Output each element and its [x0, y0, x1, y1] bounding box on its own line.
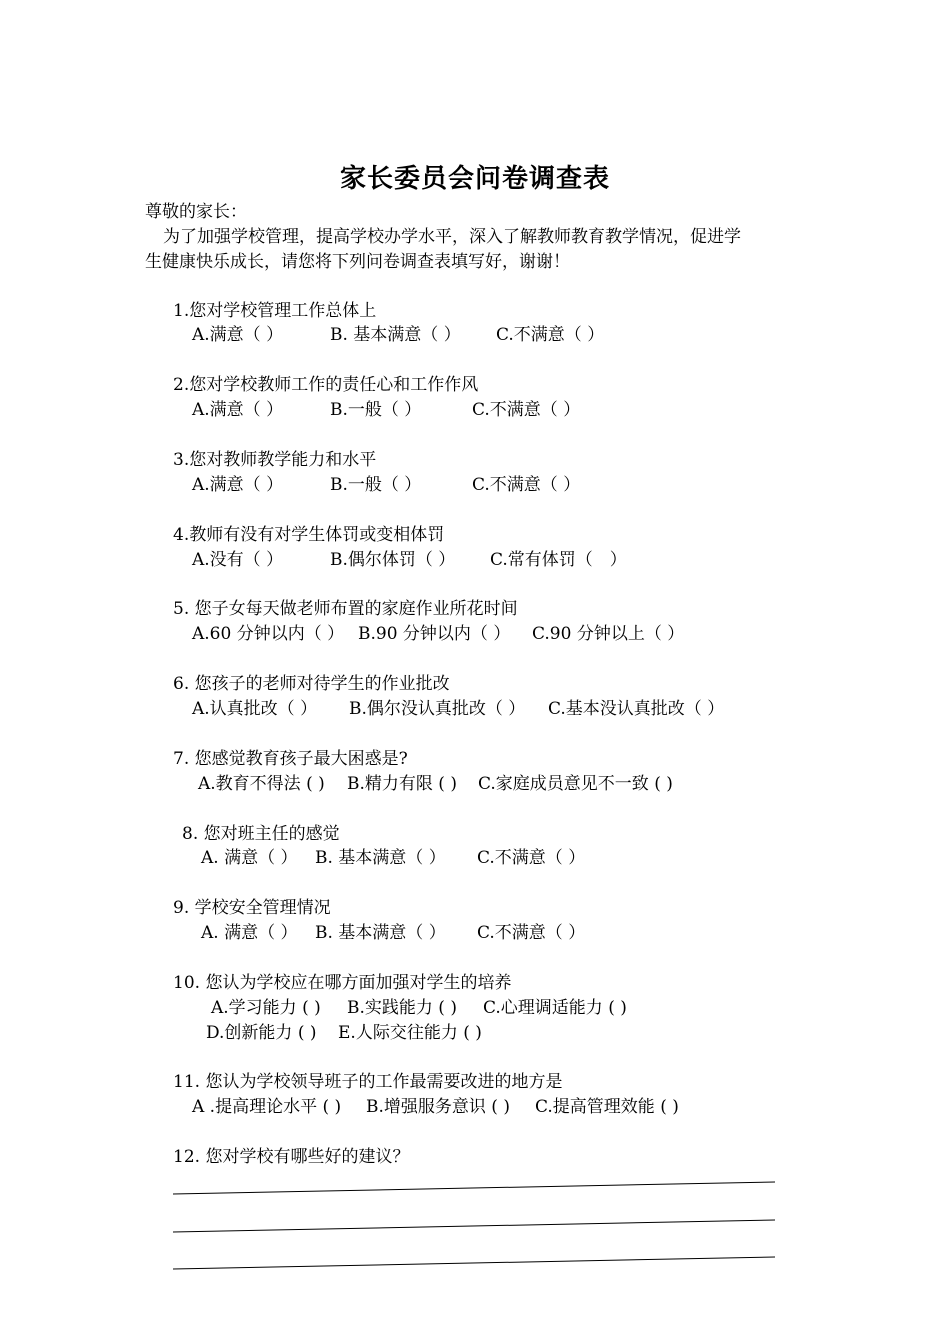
question-3: 3.您对教师教学能力和水平	[173, 450, 377, 470]
q2-option-c[interactable]: C.不满意（ ）	[472, 400, 581, 420]
q7-option-b[interactable]: B.精力有限 ( )	[347, 774, 457, 794]
question-5: 5. 您子女每天做老师布置的家庭作业所花时间	[173, 599, 518, 619]
q8-option-c[interactable]: C.不满意（ ）	[477, 848, 586, 868]
question-8: 8. 您对班主任的感觉	[182, 824, 340, 844]
q3-option-a[interactable]: A.满意（ ）	[192, 475, 284, 495]
question-11: 11. 您认为学校领导班子的工作最需要改进的地方是	[173, 1072, 563, 1092]
q7-option-c[interactable]: C.家庭成员意见不一致 ( )	[478, 774, 673, 794]
question-12: 12. 您对学校有哪些好的建议？	[173, 1147, 410, 1167]
q3-option-b[interactable]: B.一般（ ）	[330, 475, 422, 495]
q10-option-d[interactable]: D.创新能力 ( )	[206, 1023, 317, 1043]
q11-option-a[interactable]: A .提高理论水平 ( )	[192, 1097, 342, 1117]
question-2: 2.您对学校教师工作的责任心和工作作风	[173, 375, 479, 395]
question-1: 1.您对学校管理工作总体上	[173, 301, 377, 321]
q8-option-a[interactable]: A. 满意（ ）	[201, 848, 298, 868]
question-10: 10. 您认为学校应在哪方面加强对学生的培养	[173, 973, 512, 993]
q6-option-b[interactable]: B.偶尔没认真批改（ ）	[349, 699, 526, 719]
question-4: 4.教师有没有对学生体罚或变相体罚	[173, 525, 445, 545]
q8-option-b[interactable]: B. 基本满意（ ）	[315, 848, 446, 868]
q2-option-b[interactable]: B.一般（ ）	[330, 400, 422, 420]
q1-option-c[interactable]: C.不满意（ ）	[496, 325, 605, 345]
q10-option-a[interactable]: A.学习能力 ( )	[211, 998, 321, 1018]
q7-option-a[interactable]: A.教育不得法 ( )	[198, 774, 325, 794]
q11-option-c[interactable]: C.提高管理效能 ( )	[535, 1097, 679, 1117]
q1-option-b[interactable]: B. 基本满意（ ）	[330, 325, 461, 345]
q9-option-b[interactable]: B. 基本满意（ ）	[315, 923, 446, 943]
q3-option-c[interactable]: C.不满意（ ）	[472, 475, 581, 495]
q2-option-a[interactable]: A.满意（ ）	[192, 400, 284, 420]
q9-option-a[interactable]: A. 满意（ ）	[201, 923, 298, 943]
q1-option-a[interactable]: A.满意（ ）	[192, 325, 284, 345]
q10-option-c[interactable]: C.心理调适能力 ( )	[483, 998, 627, 1018]
q4-option-c[interactable]: C.常有体罚（ ）	[490, 550, 627, 570]
answer-line-3[interactable]	[173, 1257, 775, 1269]
q4-option-a[interactable]: A.没有（ ）	[192, 550, 284, 570]
q6-option-c[interactable]: C.基本没认真批改（ ）	[548, 699, 725, 719]
answer-line-1[interactable]	[173, 1182, 775, 1194]
q10-option-b[interactable]: B.实践能力 ( )	[347, 998, 457, 1018]
greeting: 尊敬的家长：	[145, 202, 247, 222]
page-title: 家长委员会问卷调查表	[339, 164, 610, 194]
q5-option-b[interactable]: B.90 分钟以内（ ）	[358, 624, 511, 644]
q4-option-b[interactable]: B.偶尔体罚（ ）	[330, 550, 456, 570]
q5-option-c[interactable]: C.90 分钟以上（ ）	[532, 624, 685, 644]
question-9: 9. 学校安全管理情况	[173, 898, 331, 918]
q9-option-c[interactable]: C.不满意（ ）	[477, 923, 586, 943]
intro-line-1: 为了加强学校管理，提高学校办学水平，深入了解教师教育教学情况，促进学	[163, 227, 741, 247]
intro-line-2: 生健康快乐成长，请您将下列问卷调查表填写好，谢谢！	[145, 252, 570, 272]
answer-line-2[interactable]	[173, 1220, 775, 1232]
q6-option-a[interactable]: A.认真批改（ ）	[192, 699, 318, 719]
question-7: 7. 您感觉教育孩子最大困惑是?	[173, 749, 408, 769]
q5-option-a[interactable]: A.60 分钟以内（ ）	[192, 624, 345, 644]
q11-option-b[interactable]: B.增强服务意识 ( )	[366, 1097, 510, 1117]
question-6: 6. 您孩子的老师对待学生的作业批改	[173, 674, 450, 694]
q10-option-e[interactable]: E.人际交往能力 ( )	[338, 1023, 482, 1043]
